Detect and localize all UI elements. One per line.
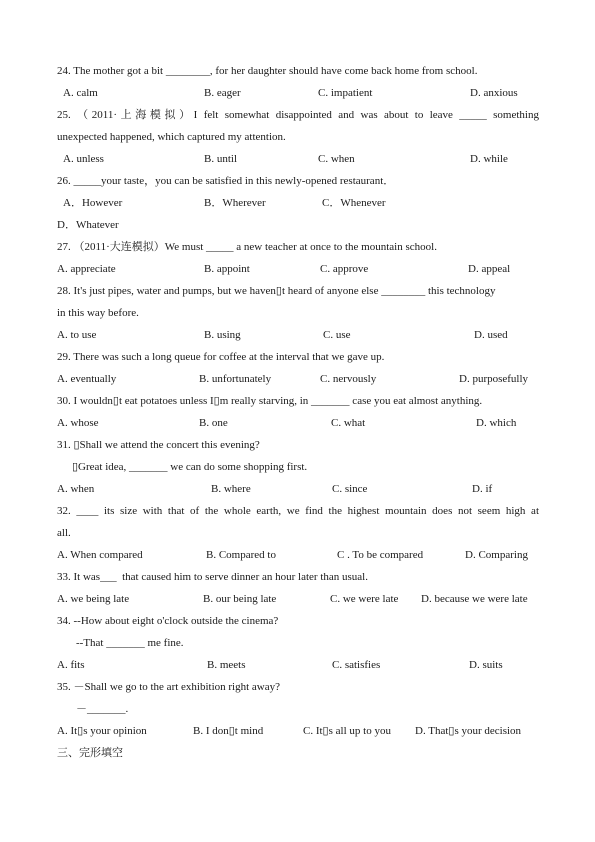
question-31-stem-line2: ▯Great idea, _______ we can do some shopping first. xyxy=(72,461,308,473)
question-33-option-a: A. we being late xyxy=(57,593,130,605)
question-25-stem-line1: 25. （2011·上海模拟）I felt somewhat disappointed and was about to leave _____ something xyxy=(57,109,539,121)
question-30-option-a: A. whose xyxy=(57,417,99,429)
question-35-option-d: D. That▯s your decision xyxy=(415,725,522,737)
question-34-option-c: C. satisfies xyxy=(332,659,381,671)
question-25-option-c: C. when xyxy=(318,153,355,165)
question-28-stem-line1: 28. It's just pipes, water and pumps, but we haven▯t heard of anyone else ________ this technology xyxy=(57,285,496,297)
question-32-option-d: D. Comparing xyxy=(465,549,528,561)
question-26-option-c: C．Whenever xyxy=(322,197,386,209)
question-35-option-a: A. It▯s your opinion xyxy=(57,725,147,737)
question-30-option-d: D. which xyxy=(476,417,517,429)
question-26-option-a: A．However xyxy=(63,197,123,209)
question-27-option-d: D. appeal xyxy=(468,263,511,275)
question-33-option-c: C. we were late xyxy=(330,593,399,605)
question-25-option-b: B. until xyxy=(204,153,238,165)
question-24-option-a: A. calm xyxy=(63,87,98,99)
question-27-stem: 27. （2011·大连模拟）We must _____ a new teacher at once to the mountain school. xyxy=(57,241,437,253)
question-29-option-d: D. purposefully xyxy=(459,373,529,385)
question-31-option-d: D. if xyxy=(472,483,493,495)
question-32-option-c: C . To be compared xyxy=(337,549,424,561)
question-29-stem: 29. There was such a long queue for coffee at the interval that we gave up. xyxy=(57,351,385,363)
question-28-option-b: B. using xyxy=(204,329,241,341)
question-24-option-b: B. eager xyxy=(204,87,241,99)
question-30-option-b: B. one xyxy=(199,417,228,429)
question-30-stem: 30. I wouldn▯t eat potatoes unless I▯m really starving, in _______ case you eat almost anything. xyxy=(57,395,483,407)
question-32-option-a: A. When compared xyxy=(57,549,143,561)
question-27-option-a: A. appreciate xyxy=(57,263,116,275)
question-31-stem-line1: 31. ▯Shall we attend the concert this evening? xyxy=(57,439,260,451)
question-28-option-a: A. to use xyxy=(57,329,97,341)
question-29-option-a: A. eventually xyxy=(57,373,117,385)
section-heading: 三、完形填空 xyxy=(57,747,123,759)
question-30-option-c: C. what xyxy=(331,417,366,429)
question-35-stem-line2: －_______. xyxy=(76,703,129,715)
question-29-option-b: B. unfortunately xyxy=(199,373,272,385)
question-27-option-b: B. appoint xyxy=(204,263,250,275)
question-29-option-c: C. nervously xyxy=(320,373,377,385)
question-34-stem-line2: --That _______ me fine. xyxy=(76,637,184,649)
question-27-option-c: C. approve xyxy=(320,263,369,275)
question-32-stem-line1: 32. ____ its size with that of the whole earth, we find the highest mountain does not seem high at xyxy=(57,505,539,517)
question-26-stem: 26. _____your taste，you can be satisfied in this newly-opened restaurant． xyxy=(57,175,395,187)
question-24-stem: 24. The mother got a bit ________, for her daughter should have come back home from school. xyxy=(57,65,478,77)
question-28-stem-line2: in this way before. xyxy=(57,307,139,319)
question-26-option-b: B．Wherever xyxy=(204,197,266,209)
question-24-option-d: D. anxious xyxy=(470,87,518,99)
question-25-option-a: A. unless xyxy=(63,153,104,165)
question-35-stem-line1: 35. －Shall we go to the art exhibition right away? xyxy=(57,681,281,693)
question-28-option-d: D. used xyxy=(474,329,508,341)
question-35-option-b: B. I don▯t mind xyxy=(193,725,264,737)
question-25-option-d: D. while xyxy=(470,153,508,165)
question-33-option-d: D. because we were late xyxy=(421,593,528,605)
question-25-stem-line2: unexpected happened, which captured my attention. xyxy=(57,131,286,143)
question-34-stem-line1: 34. --How about eight o'clock outside the cinema? xyxy=(57,615,279,627)
question-34-option-b: B. meets xyxy=(207,659,246,671)
question-34-option-d: D. suits xyxy=(469,659,503,671)
question-32-option-b: B. Compared to xyxy=(206,549,276,561)
question-31-option-c: C. since xyxy=(332,483,368,495)
question-33-option-b: B. our being late xyxy=(203,593,277,605)
question-28-option-c: C. use xyxy=(323,329,351,341)
question-31-option-a: A. when xyxy=(57,483,95,495)
question-35-option-c: C. It▯s all up to you xyxy=(303,725,391,737)
question-26-option-d: D．Whatever xyxy=(57,219,119,231)
question-33-stem: 33. It was___ that caused him to serve dinner an hour later than usual. xyxy=(57,571,368,583)
question-24-option-c: C. impatient xyxy=(318,87,373,99)
question-34-option-a: A. fits xyxy=(57,659,85,671)
question-31-option-b: B. where xyxy=(211,483,251,495)
question-32-stem-line2: all. xyxy=(57,527,71,539)
